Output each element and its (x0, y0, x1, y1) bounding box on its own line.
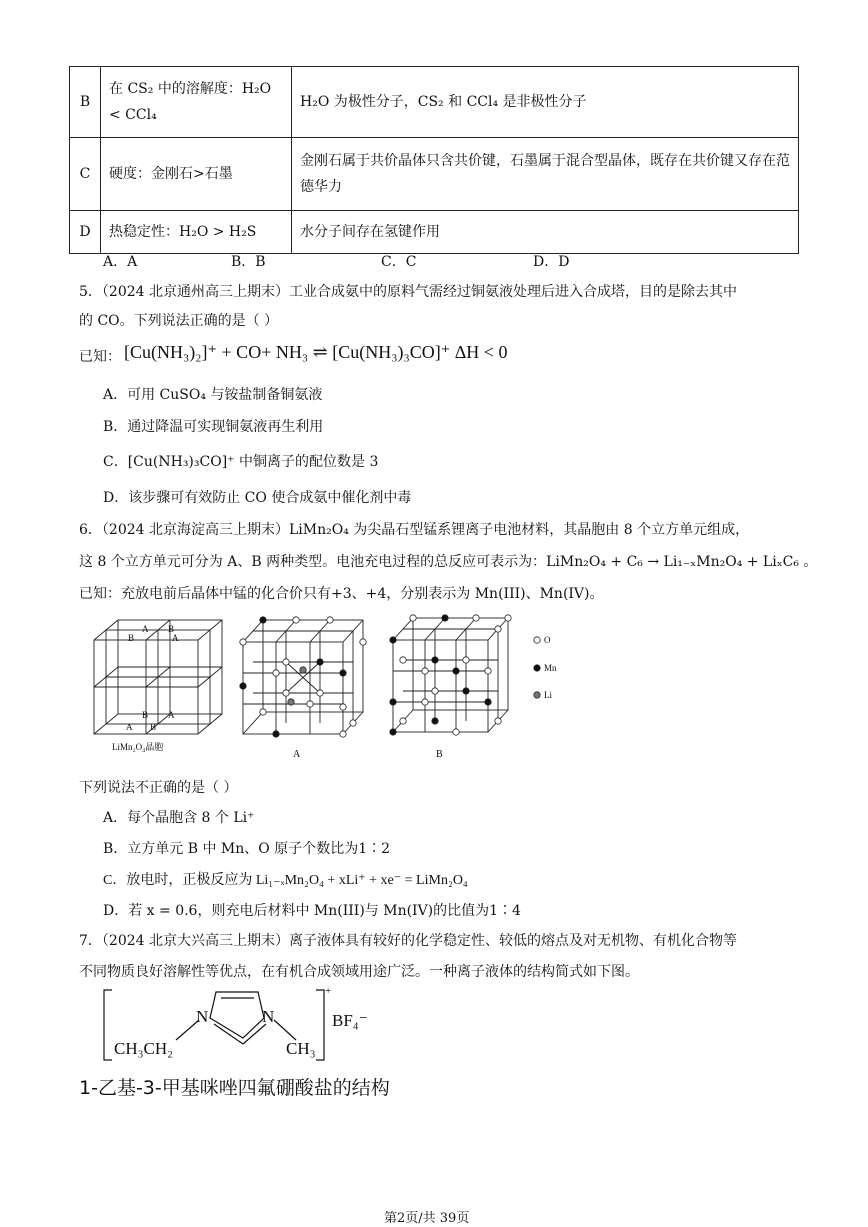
cube-label: A (172, 633, 179, 643)
q5-option-c: C．[Cu(NH₃)₃CO]⁺ 中铜离子的配位数是 3 (103, 454, 379, 470)
q5-stem-line1: 5．（2024 北京通州高三上期末）工业合成氨中的原料气需经过铜氨液处理后进入合成塔，目的是除去其中 (79, 284, 737, 300)
ring-nitrogen-2: N (262, 1007, 275, 1026)
cube-label: A (142, 624, 149, 634)
row-property: 硬度：金刚石>石墨 (101, 138, 292, 211)
unit-cell-diagram (94, 620, 222, 734)
q5-known-label: 已知： (79, 349, 121, 365)
cube-label: B (142, 710, 149, 720)
cube-label: B (128, 633, 135, 643)
q6-option-b: B．立方单元 B 中 Mn、O 原子个数比为1∶2 (103, 841, 391, 857)
ring-nitrogen-1: N (196, 1007, 209, 1026)
cube-label: A (126, 722, 133, 732)
row-reason: 水分子间存在氢键作用 (292, 211, 799, 254)
atom-legend (534, 635, 557, 700)
cube-a-diagram (243, 620, 363, 734)
page-footer: 第2页/共 39页 (384, 1211, 470, 1226)
q5-option-a: A．可用 CuSO₄ 与铵盐制备铜氨液 (103, 387, 323, 403)
cube-label: B (168, 624, 175, 634)
q7-stem-line2: 不同物质良好溶解性等优点，在有机合成领域用途广泛。一种离子液体的结构简式如下图。 (79, 964, 639, 980)
q4-choice-a: A．A (103, 254, 138, 270)
q4-choice-b: B．B (231, 254, 266, 270)
table-row (70, 211, 799, 254)
q6-option-c: C．放电时，正极反应为 Li₁₋ₓMn₂O₄ + xLi⁺ + xe⁻ = LiMn₂O₄ (103, 873, 468, 888)
q6-question: 下列说法不正确的是（ ） (79, 780, 238, 796)
row-key: B (70, 67, 101, 138)
legend-label-o: O (544, 635, 551, 645)
cube-label: B (150, 722, 157, 732)
row-property: 在 CS₂ 中的溶解度：H₂O < CCl₄ (101, 67, 292, 138)
methyl-group: CH₃ (286, 1039, 316, 1058)
q4-choice-d: D．D (533, 254, 570, 270)
crystal-figure (88, 612, 578, 762)
q7-stem-line1: 7．（2024 北京大兴高三上期末）离子液体具有较好的化学稳定性、较低的熔点及对无机物、有机化合物等 (79, 933, 737, 949)
cube-a-caption: A (293, 749, 301, 760)
q6-stem-line1: 6．（2024 北京海淀高三上期末）LiMn₂O₄ 为尖晶石型锰系锂离子电池材料，其晶胞由 8 个立方单元组成， (79, 522, 750, 538)
q6-stem-line3: 已知：充放电前后晶体中锰的化合价只有+3、+4，分别表示为 Mn(III)、Mn(IV)。 (79, 586, 604, 602)
row-reason: H₂O 为极性分子，CS₂ 和 CCl₄ 是非极性分子 (292, 67, 799, 138)
cube-b-diagram (393, 618, 508, 732)
anion-label: BF₄⁻ (332, 1011, 368, 1030)
legend-label-li: Li (544, 690, 552, 700)
q5-equation: [Cu(NH₃)₂]⁺ + CO+ NH₃ ⇌ [Cu(NH₃)₃CO]⁺ ΔH < 0 (124, 342, 508, 362)
unit-cell-caption: LiMn₂O₄晶胞 (112, 742, 164, 752)
cube-b-caption: B (436, 749, 443, 760)
q6-option-d: D．若 x = 0.6，则充电后材料中 Mn(III)与 Mn(IV)的比值为1∶4 (103, 903, 521, 919)
cube-label: A (168, 710, 175, 720)
row-property: 热稳定性：H₂O > H₂S (101, 211, 292, 254)
structure-caption: 1-乙基-3-甲基咪唑四氟硼酸盐的结构 (79, 1077, 390, 1099)
legend-label-mn: Mn (544, 663, 557, 673)
q4-choice-c: C．C (381, 254, 417, 270)
q5-stem-line2: 的 CO。下列说法正确的是（ ） (79, 313, 279, 329)
row-key: C (70, 138, 101, 211)
ionic-liquid-structure (96, 984, 396, 1064)
ring-charge: + (325, 985, 332, 997)
q6-option-a: A．每个晶胞含 8 个 Li⁺ (103, 810, 255, 826)
table-row (70, 67, 799, 138)
table-row (70, 138, 799, 211)
q5-option-b: B．通过降温可实现铜氨液再生利用 (103, 419, 324, 435)
q4-options-table (69, 66, 799, 254)
q5-option-d: D．该步骤可有效防止 CO 使合成氨中催化剂中毒 (103, 490, 412, 506)
q6-stem-line2: 这 8 个立方单元可分为 A、B 两种类型。电池充电过程的总反应可表示为：LiMn₂O₄ + C₆ → Li₁₋ₓMn₂O₄ + LiₓC₆ 。 (79, 554, 818, 570)
ethyl-group: CH₃CH₂ (114, 1039, 174, 1058)
row-reason: 金刚石属于共价晶体只含共价键，石墨属于混合型晶体，既存在共价键又存在范德华力 (292, 138, 799, 211)
row-key: D (70, 211, 101, 254)
cube-b-atoms (390, 615, 511, 735)
